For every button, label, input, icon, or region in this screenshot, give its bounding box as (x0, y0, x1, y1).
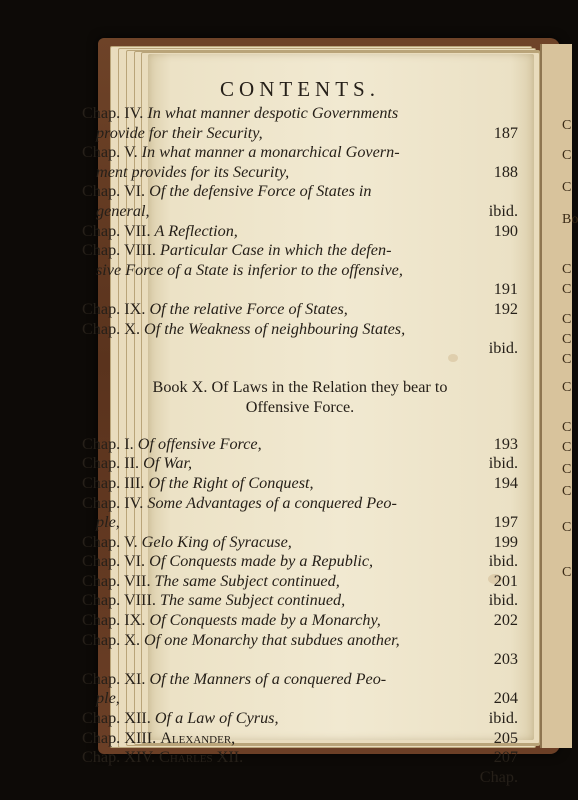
page-number: 188 (493, 162, 518, 181)
page-number: 190 (493, 221, 518, 240)
facing-page-letter: Bo (562, 212, 578, 227)
toc-entry-line (82, 552, 518, 572)
toc-entry (82, 572, 518, 592)
chapter-number: Chap. IV. (82, 493, 144, 512)
page-number: ibid. (488, 339, 518, 358)
chapter-title: Of War, (143, 454, 193, 473)
chapter-number: Chap. XI. (82, 669, 146, 688)
page-number: 192 (493, 299, 518, 318)
catchword: Chap. (479, 767, 518, 786)
toc-entry (82, 631, 518, 670)
facing-page-letter: C (562, 312, 572, 327)
chapter-title: The same Subject continued, (154, 571, 340, 590)
toc-entry (82, 474, 518, 494)
page-number: ibid. (488, 591, 518, 610)
toc-entry-line (82, 163, 518, 183)
chapter-title: A Reflection, (154, 221, 238, 240)
chapter-title: Gelo King of Syracuse, (141, 532, 292, 551)
facing-page-letter: C (562, 565, 572, 580)
chapter-title: Of a Law of Cyrus, (154, 709, 279, 728)
chapter-list-bottom (82, 435, 518, 768)
toc-entry-line (82, 533, 518, 553)
chapter-title: Of Conquests made by a Monarchy, (149, 611, 381, 630)
toc-entry (82, 748, 518, 768)
facing-page-letter: C (562, 118, 572, 133)
chapter-number: Chap. X. (82, 630, 140, 649)
toc-entry-line (82, 494, 518, 514)
chapter-title: Some Advantages of a conquered Peo- (147, 493, 397, 512)
toc-entry (82, 454, 518, 474)
page-number: 205 (493, 728, 518, 747)
toc-entry-line (82, 748, 518, 768)
toc-entry-line (82, 670, 518, 690)
chapter-title: The same Subject continued, (159, 591, 346, 610)
toc-entry-line (82, 202, 518, 222)
toc-entry (82, 320, 518, 359)
toc-entry-line (82, 222, 518, 242)
toc-entry-line (82, 124, 518, 144)
chapter-title: Alexander, (160, 728, 236, 747)
toc-entry-line (82, 339, 518, 359)
toc-entry (82, 104, 518, 143)
page-number: 193 (493, 434, 518, 453)
page-number: 203 (493, 650, 518, 669)
toc-entry-line (82, 611, 518, 631)
toc-entry-line (82, 261, 518, 281)
facing-page-letter: C (562, 282, 572, 297)
chapter-number: Chap. X. (82, 319, 140, 338)
page-number: ibid. (488, 201, 518, 220)
page-number: ibid. (488, 709, 518, 728)
chapter-title: Of the Manners of a conquered Peo- (149, 669, 387, 688)
toc-entry-line (82, 474, 518, 494)
contents-text (82, 78, 518, 787)
page-number: ibid. (488, 454, 518, 473)
page-number: 191 (493, 280, 518, 299)
toc-entry-line (82, 591, 518, 611)
chapter-number: Chap. V. (82, 532, 138, 551)
chapter-title: In what manner a monarchical Govern- (141, 143, 400, 162)
book-heading-line-1: Book X. Of Laws in the Relation they bear to (152, 377, 448, 396)
toc-entry-line (82, 572, 518, 592)
toc-entry (82, 241, 518, 300)
chapter-number: Chap. III. (82, 473, 145, 492)
chapter-number: Chap. V. (82, 143, 138, 162)
chapter-title: Of Conquests made by a Republic, (149, 552, 374, 571)
toc-entry-line (82, 320, 518, 340)
page-number: 199 (493, 532, 518, 551)
toc-entry-line (82, 104, 518, 124)
toc-entry-line (82, 513, 518, 533)
chapter-title: Of the defensive Force of States in (149, 182, 372, 201)
toc-entry (82, 729, 518, 749)
toc-entry (82, 143, 518, 182)
facing-page-letter: C (562, 380, 572, 395)
toc-entry (82, 182, 518, 221)
chapter-title: Charles XII. (159, 748, 244, 767)
page-number: 194 (493, 473, 518, 492)
toc-entry (82, 494, 518, 533)
chapter-title: ment provides for its Security, (96, 162, 290, 181)
running-head: CONTENTS. (220, 77, 380, 101)
chapter-number: Chap. VII. (82, 571, 151, 590)
facing-page-letter: C (562, 420, 572, 435)
toc-entry-line (82, 182, 518, 202)
chapter-number: Chap. VIII. (82, 241, 156, 260)
chapter-title: general, (96, 201, 150, 220)
facing-page-letter: C (562, 352, 572, 367)
toc-entry-line (82, 241, 518, 261)
toc-entry (82, 300, 518, 320)
page-number: 202 (493, 611, 518, 630)
chapter-title: Of offensive Force, (137, 434, 262, 453)
facing-page-letter: C (562, 440, 572, 455)
page-number: 201 (493, 571, 518, 590)
page-number: 207 (493, 748, 518, 767)
facing-page-letter: C (562, 262, 572, 277)
chapter-title: Particular Case in which the defen- (159, 241, 392, 260)
toc-entry-line (82, 650, 518, 670)
toc-entry (82, 709, 518, 729)
chapter-number: Chap. XIII. (82, 728, 157, 747)
toc-entry-line (82, 435, 518, 455)
chapter-title: Of the Right of Conquest, (148, 473, 314, 492)
chapter-title: Of the relative Force of States, (149, 299, 348, 318)
toc-entry (82, 533, 518, 553)
chapter-number: Chap. VIII. (82, 591, 156, 610)
facing-page-letter: C (562, 484, 572, 499)
book-heading-line-2: Offensive Force. (245, 397, 355, 416)
chapter-title: ple, (96, 513, 120, 532)
toc-entry-line (82, 709, 518, 729)
facing-page-letter: C (562, 332, 572, 347)
chapter-list-top (82, 104, 518, 359)
facing-page-letter: C (562, 520, 572, 535)
chapter-number: Chap. IV. (82, 104, 144, 122)
chapter-number: Chap. VI. (82, 552, 146, 571)
chapter-title: In what manner despotic Governments (147, 104, 399, 122)
chapter-number: Chap. VI. (82, 182, 146, 201)
facing-page-letter: C (562, 180, 572, 195)
chapter-title: Of the Weakness of neighbouring States, (144, 319, 406, 338)
chapter-number: Chap. I. (82, 434, 134, 453)
chapter-number: Chap. IX. (82, 611, 146, 630)
toc-entry (82, 670, 518, 709)
chapter-number: Chap. XII. (82, 709, 151, 728)
chapter-title: sive Force of a State is inferior to the offensive, (96, 260, 403, 279)
chapter-number: Chap. II. (82, 454, 140, 473)
book-heading (82, 377, 518, 417)
facing-page-letter: C (562, 148, 572, 163)
page-number: 197 (493, 513, 518, 532)
toc-entry-line (82, 454, 518, 474)
page-number: 187 (493, 123, 518, 142)
facing-page-letter: C (562, 462, 572, 477)
chapter-title: Of one Monarchy that subdues another, (144, 630, 400, 649)
chapter-number: Chap. IX. (82, 299, 146, 318)
toc-entry-line (82, 729, 518, 749)
page-number: ibid. (488, 552, 518, 571)
toc-entry-line (82, 631, 518, 651)
chapter-title: provide for their Security, (96, 123, 263, 142)
toc-entry (82, 222, 518, 242)
toc-entry (82, 435, 518, 455)
chapter-number: Chap. XIV. (82, 748, 155, 767)
page-number: 204 (493, 689, 518, 708)
chapter-number: Chap. VII. (82, 221, 151, 240)
toc-entry-line (82, 300, 518, 320)
toc-entry-line (82, 689, 518, 709)
chapter-title: ple, (96, 689, 120, 708)
toc-entry (82, 552, 518, 572)
toc-entry (82, 591, 518, 611)
toc-entry-line (82, 280, 518, 300)
toc-entry-line (82, 143, 518, 163)
toc-entry (82, 611, 518, 631)
